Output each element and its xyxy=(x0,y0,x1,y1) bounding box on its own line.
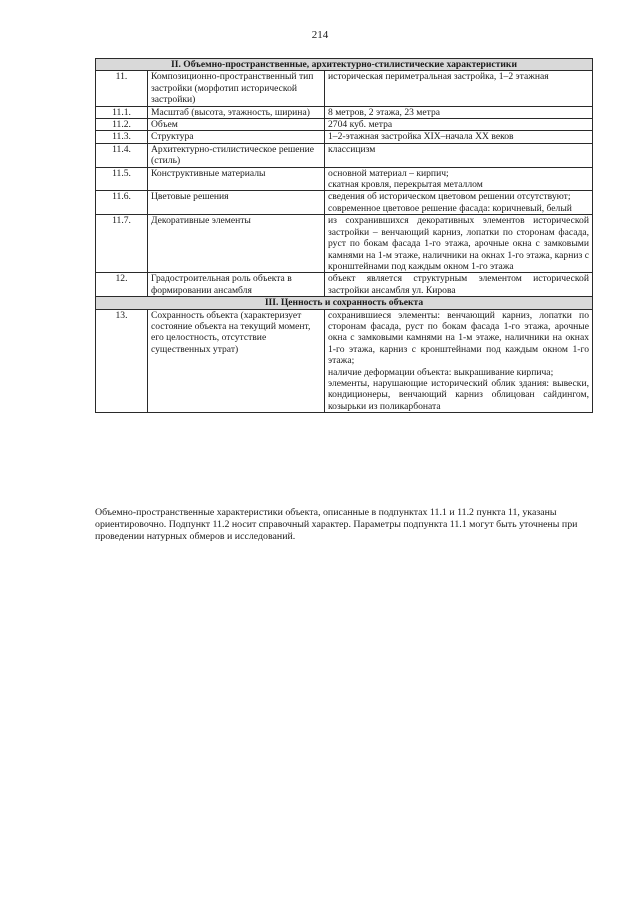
row-value: объект является структурным элементом исторической застройки ансамбля ул. Кирова xyxy=(325,273,593,297)
row-name: Градостроительная роль объекта в формировании ансамбля xyxy=(148,273,325,297)
section-title: III. Ценность и сохранность объекта xyxy=(96,297,593,309)
row-value: 2704 куб. метра xyxy=(325,119,593,131)
section-header-value xyxy=(96,297,593,309)
row-value: 8 метров, 2 этажа, 23 метра xyxy=(325,106,593,118)
value-line: элементы, нарушающие исторический облик здания: вывески, кондиционеры, венчающий карниз облицован сайдингом, козырьки из поликарбоната xyxy=(328,377,589,412)
row-value xyxy=(325,309,593,413)
row-name: Сохранность объекта (характеризует состояние объекта на текущий момент, его целостность, отсутствие существенных утрат) xyxy=(148,309,325,413)
row-number: 13. xyxy=(96,309,148,413)
value-line: наличие деформации объекта: выкрашивание кирпича; xyxy=(328,366,554,378)
page-number: 214 xyxy=(311,29,329,41)
row-value: 1–2-этажная застройка XIX–начала XX веков xyxy=(325,131,593,143)
section-header-volumetric xyxy=(96,59,593,71)
row-value: историческая периметральная застройка, 1–2 этажная xyxy=(325,71,593,106)
row-number: 11.5. xyxy=(96,167,148,191)
table-row xyxy=(96,106,593,118)
row-value: из сохранившихся декоративных элементов исторической застройки – венчающий карниз, лопатки по сторонам фасада, руст по бокам фасада 1-го этажа, арочные окна с замковыми камнями на 1-м этаже, наличники на окнах 1-го этажа, карниз с кронштейнами под каждым окном 1-го этажа xyxy=(325,215,593,273)
row-number: 11.7. xyxy=(96,215,148,273)
value-line: скатная кровля, перекрытая металлом xyxy=(328,179,483,191)
table-row xyxy=(96,215,593,273)
value-line: современное цветовое решение фасада: коричневый, белый xyxy=(328,202,572,214)
row-number: 11.1. xyxy=(96,106,148,118)
row-number: 11.2. xyxy=(96,119,148,131)
row-name: Композиционно-пространственный тип застройки (морфотип исторической застройки) xyxy=(148,71,325,106)
row-number: 11.3. xyxy=(96,131,148,143)
section-title: II. Объемно-пространственные, архитектурно-стилистические характеристики xyxy=(96,59,593,71)
table-row xyxy=(96,119,593,131)
footnote-paragraph: Объемно-пространственные характеристики объекта, описанные в подпунктах 11.1 и 11.2 пункта 11, указаны ориентировочно. Подпункт 11.2 носит справочный характер. Параметры подпункта 11.1 могут быть уточнены при проведении натурных обмеров и исследований. xyxy=(95,507,578,543)
row-number: 11. xyxy=(96,71,148,106)
row-number: 11.6. xyxy=(96,191,148,215)
row-name: Объем xyxy=(148,119,325,131)
table-row xyxy=(96,273,593,297)
value-line: сведения об историческом цветовом решении отсутствуют; xyxy=(328,191,571,203)
value-line: сохранившиеся элементы: венчающий карниз, лопатки по сторонам фасада, руст по бокам фасада 1-го этажа, арочные окна с замковыми камнями на 1-м этаже, наличники на окнах 1-го этажа, карниз с кронштейнами под каждым окном 1-го этажа; xyxy=(328,309,589,367)
table-row xyxy=(96,191,593,215)
row-name: Архитектурно-стилистическое решение (стиль) xyxy=(148,143,325,167)
row-value xyxy=(325,191,593,215)
row-name: Цветовые решения xyxy=(148,191,325,215)
row-number: 12. xyxy=(96,273,148,297)
table-row xyxy=(96,309,593,413)
value-line: основной материал – кирпич; xyxy=(328,167,449,179)
row-name: Структура xyxy=(148,131,325,143)
row-value: классицизм xyxy=(325,143,593,167)
row-value xyxy=(325,167,593,191)
table-row xyxy=(96,167,593,191)
table-row xyxy=(96,131,593,143)
characteristics-table xyxy=(95,58,593,413)
row-name: Декоративные элементы xyxy=(148,215,325,273)
row-name: Масштаб (высота, этажность, ширина) xyxy=(148,106,325,118)
row-name: Конструктивные материалы xyxy=(148,167,325,191)
row-number: 11.4. xyxy=(96,143,148,167)
table-row xyxy=(96,143,593,167)
table-row xyxy=(96,71,593,106)
